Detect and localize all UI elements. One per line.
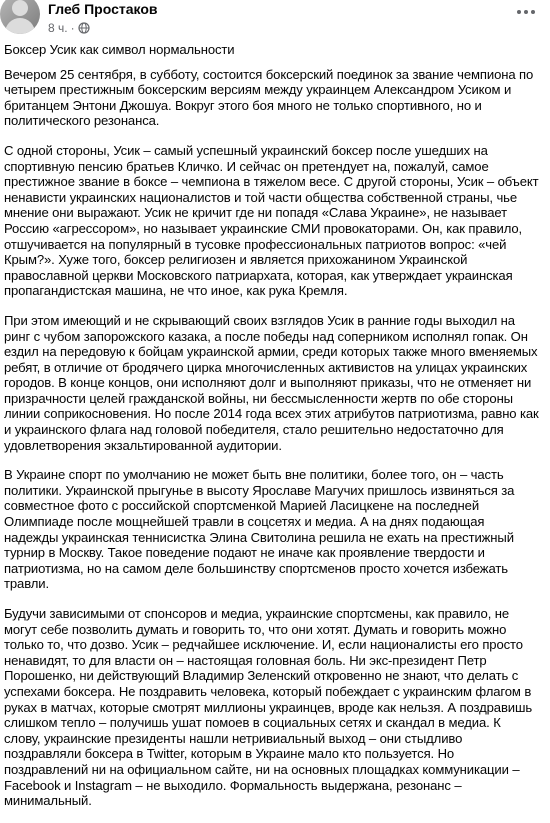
post-paragraph-4: В Украине спорт по умолчанию не может быть вне политики, более того, он – часть политики. Украинской прыгунье в высоту Ярославе Магучих пришлось извиняться за совместное фото с российской спортсменкой Марией Ласицкене на последней Олимпиаде после мощнейшей травли в соцсетях и медиа. А на днях подающая надежды украинская теннисистка Элина Свитолина решила не ехать на престижный турнир в Москву. Такое поведение подают не иначе как проявление твердости и патриотизма, но на самом деле большинству спортсменов просто хочется избежать травли. — [4, 467, 515, 592]
globe-icon[interactable] — [78, 22, 90, 34]
post-header — [0, 0, 546, 40]
post-menu-button[interactable] — [514, 2, 538, 22]
post-meta — [48, 21, 90, 35]
post-title: Боксер Усик как символ нормальности — [4, 42, 235, 57]
author-name[interactable]: Глеб Простаков — [48, 1, 158, 17]
post-paragraph-5: Будучи зависимыми от спонсоров и медиа, украинские спортсмены, как правило, не могут себе позволить думать и говорить то, что они хотят. Думать и говорить можно только то, что дозво. Усик – редчайшее исключение. И, если националисты его просто ненавидят, то для власти он – настоящая головная боль. Ни экс-президент Петр Порошенко, ни действующий Владимир Зеленский откровенно не знают, что делать с успехами боксера. Не поздравить человека, который побеждает с украинским флагом в руках в матчах, которые смотрят миллионы украинцев, вроде как нельзя. А поздравишь слишком тепло – получишь ушат помоев в социальных сетях и скандал в медиа. К слову, украинские президенты нашли нетривиальный выход – они стыдливо поздравляли боксера в Twitter, которым в Украине мало кто пользуется. Но поздравлений ни на официальном сайте, ни на основных площадках коммуникации – Facebook и Instagram – не выходило. Формальность выдержана, резонанс – минимальный. — [4, 606, 533, 809]
post-text — [4, 42, 540, 823]
post-paragraph-2: С одной стороны, Усик – самый успешный украинский боксер после ушедших на спортивную пенсию братьев Кличко. И сейчас он претендует на, пожалуй, самое престижное звание в боксе – чемпиона в тяжелом весе. С другой стороны, Усик – объект ненависти украинских националистов и той части общества собственной страны, чье мнение они выражают. Усик не кричит где ни попадя «Слава Украине», не называет Россию «агрессором», но называет украинские СМИ провокаторами. Он, как правило, отшучивается на популярный в тусовке профессиональных патриотов вопрос: «чей Крым?». Хуже того, боксер религиозен и является прихожанином Украинской православной церкви Московского патриархата, которая, как утверждает украинская пропагандистская машина, не что иное, как рука Кремля. — [4, 142, 539, 299]
more-horizontal-icon — [516, 9, 536, 15]
author-avatar[interactable] — [0, 0, 40, 34]
post-paragraph-1: Вечером 25 сентября, в субботу, состоится боксерский поединок за звание чемпиона по четырем престижным боксерским версиям между украинцем Александром Усиком и британцем Энтони Джошуа. Вокруг этого боя много не только спортивного, но и политического резонанса. — [4, 66, 534, 129]
post-time[interactable]: 8 ч. — [48, 21, 68, 35]
meta-separator: · — [70, 21, 75, 35]
post-paragraph-3: При этом имеющий и не скрывающий своих взглядов Усик в ранние годы выходил на ринг с чубом запорожского казака, а после победы над соперником исполнял гопак. Он ездил на передовую к бойцам украинской армии, среди которых также много вменяемых ребят, в отличие от бродячего цирка многочисленных активистов на улицах украинских городов. В конце концов, они исполняют долг и выполняют приказы, что не отменяет ни призрачности целей гражданской войны, ни бессмысленности жертв по обе стороны линии соприкосновения. Но после 2014 года всех этих атрибутов патриотизма, равно как и украинского флага над головой победителя, стало решительно недостаточно для удовлетворения экзальтированной аудитории. — [4, 312, 539, 453]
